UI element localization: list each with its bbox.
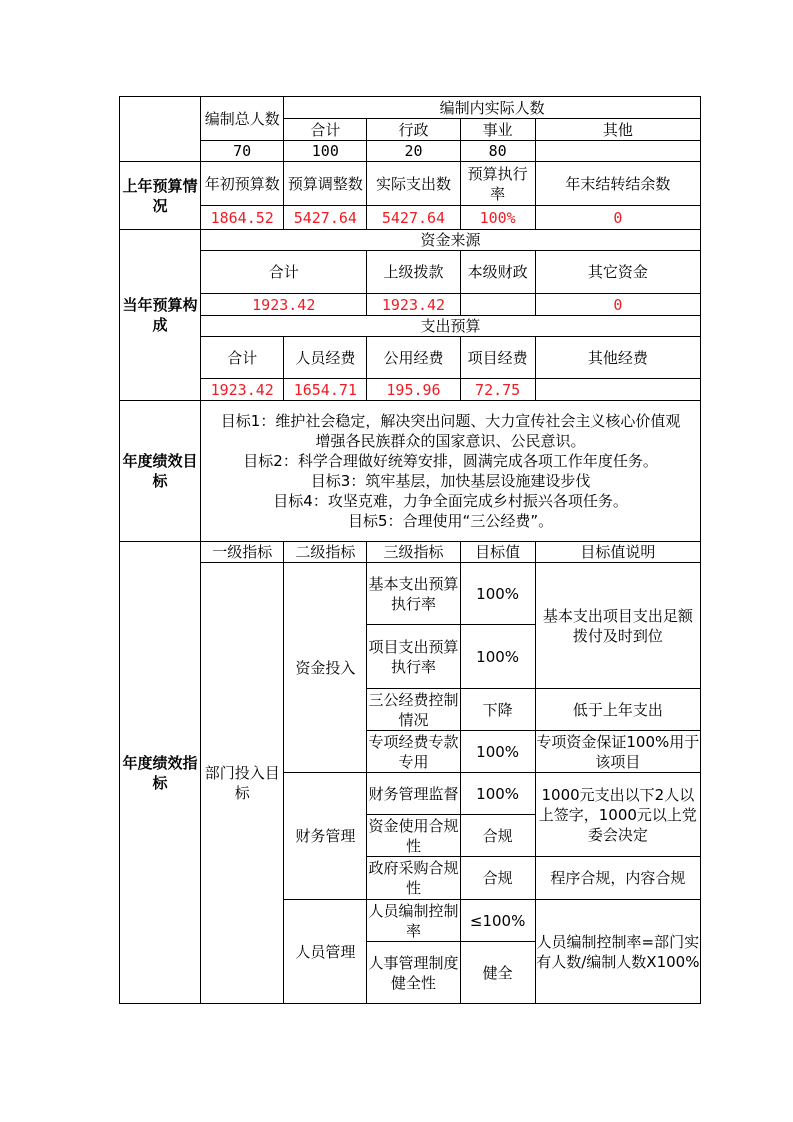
funding-value: 1923.42: [201, 294, 367, 316]
goal-line: 目标3：筑牢基层，加快基层设施建设步伐: [310, 472, 591, 490]
target-value: 下降: [460, 689, 535, 731]
prev-year-header: 实际支出数: [367, 162, 460, 206]
expense-header: 人员经费: [284, 337, 367, 379]
target-value: ≤100%: [460, 900, 535, 942]
level3-indicator: 财务管理监督: [367, 773, 460, 815]
funding-header: 合计: [201, 251, 367, 294]
target-note: 基本支出项目支出足额拨付及时到位: [535, 563, 700, 689]
staff-total-value: 70: [201, 141, 284, 162]
expense-value: 1923.42: [201, 379, 284, 401]
target-note: 人员编制控制率=部门实有人数/编制人数X100%: [535, 900, 700, 1004]
prev-year-value: 0: [535, 206, 700, 230]
funding-value: 1923.42: [367, 294, 460, 316]
level3-indicator: 项目支出预算执行率: [367, 625, 460, 689]
expense-header: 其他经费: [535, 337, 700, 379]
target-value: 合规: [460, 815, 535, 857]
staff-value: [535, 141, 700, 162]
prev-year-header: 预算调整数: [284, 162, 367, 206]
target-note: 程序合规，内容合规: [535, 857, 700, 900]
level2-indicator: 资金投入: [284, 563, 367, 773]
funding-header: 本级财政: [460, 251, 535, 294]
goal-line: 目标1：维护社会稳定，解决突出问题、大力宣传社会主义核心价值观: [220, 412, 681, 430]
staff-value: 20: [367, 141, 460, 162]
staff-subheader: 行政: [367, 119, 460, 141]
expense-budget-title: 支出预算: [201, 316, 701, 337]
current-year-section-label: 当年预算构成: [120, 230, 201, 401]
budget-performance-table: [119, 96, 701, 1004]
prev-year-header: 预算执行率: [460, 162, 535, 206]
indicators-section-label: 年度绩效指标: [120, 542, 201, 1004]
expense-value: 72.75: [460, 379, 535, 401]
indicator-header: 三级指标: [367, 542, 460, 563]
indicator-header: 目标值说明: [535, 542, 700, 563]
target-value: 合规: [460, 857, 535, 900]
annual-goals-text: [201, 401, 701, 542]
funding-value: 0: [535, 294, 700, 316]
level3-indicator: 三公经费控制情况: [368, 690, 459, 729]
level3-indicator: 基本支出预算执行率: [367, 563, 460, 625]
expense-header: 合计: [201, 337, 284, 379]
staff-subheader: 合计: [284, 119, 367, 141]
funding-value: [460, 294, 535, 316]
staff-subheader: 其他: [535, 119, 700, 141]
expense-header: 项目经费: [460, 337, 535, 379]
prev-year-section-label: 上年预算情况: [120, 162, 201, 230]
staff-total-header: 编制总人数: [201, 97, 284, 141]
indicator-header: 目标值: [460, 542, 535, 563]
level3-indicator: 资金使用合规性: [368, 816, 459, 855]
staff-actual-header: 编制内实际人数: [284, 97, 701, 119]
staff-value: 80: [460, 141, 535, 162]
level3-indicator: 人员编制控制率: [368, 901, 459, 940]
target-value: 健全: [460, 942, 535, 1004]
funding-source-title: 资金来源: [201, 230, 701, 251]
level2-indicator: 人员管理: [284, 900, 367, 1004]
expense-header: 公用经费: [367, 337, 460, 379]
target-value: 100%: [460, 563, 535, 625]
prev-year-value: 100%: [460, 206, 535, 230]
goal-line: 目标5：合理使用“三公经费”。: [348, 512, 554, 530]
expense-value: [535, 379, 700, 401]
target-note: 专项资金保证100%用于该项目: [536, 732, 700, 771]
annual-goals-section-label: 年度绩效目标: [120, 401, 201, 542]
prev-year-value: 5427.64: [367, 206, 460, 230]
level2-indicator: 财务管理: [284, 773, 367, 900]
prev-year-header: 年末结转结余数: [535, 162, 700, 206]
level3-indicator: 专项经费专款专用: [368, 732, 459, 771]
staff-subheader: 事业: [460, 119, 535, 141]
expense-value: 195.96: [367, 379, 460, 401]
level1-indicator: 部门投入目标: [201, 563, 284, 1004]
goal-line: 增强各民族群众的国家意识、公民意识。: [315, 432, 586, 450]
blank-corner-cell: [120, 97, 201, 162]
indicator-header: 二级指标: [284, 542, 367, 563]
staff-value: 100: [284, 141, 367, 162]
target-value: 100%: [460, 773, 535, 815]
level3-indicator: 政府采购合规性: [367, 857, 460, 900]
prev-year-header: 年初预算数: [201, 162, 284, 206]
indicator-header: 一级指标: [201, 542, 284, 563]
prev-year-value: 1864.52: [201, 206, 284, 230]
target-value: 100%: [460, 731, 535, 773]
target-note: 低于上年支出: [535, 689, 700, 731]
target-note: 1000元支出以下2人以上签字，1000元以上党委会决定: [535, 773, 700, 857]
level3-indicator: 人事管理制度健全性: [367, 942, 460, 1004]
funding-header: 其它资金: [535, 251, 700, 294]
prev-year-value: 5427.64: [284, 206, 367, 230]
goal-line: 目标2：科学合理做好统筹安排，圆满完成各项工作年度任务。: [243, 452, 658, 470]
goal-line: 目标4：攻坚克难，力争全面完成乡村振兴各项任务。: [273, 492, 628, 510]
funding-header: 上级拨款: [367, 251, 460, 294]
target-value: 100%: [460, 625, 535, 689]
expense-value: 1654.71: [284, 379, 367, 401]
